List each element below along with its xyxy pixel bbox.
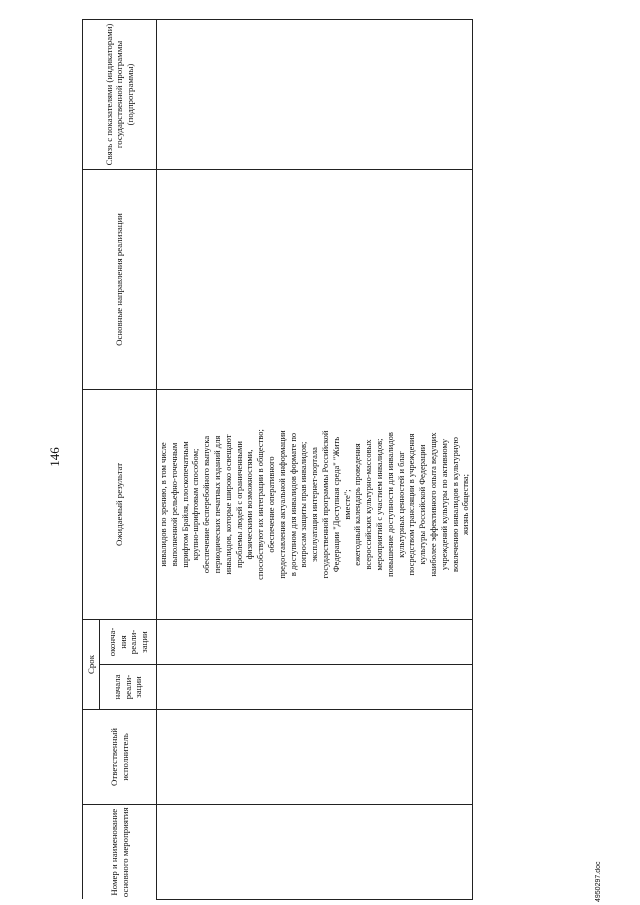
header-term-end: оконча-ния реали-зации [100,619,157,664]
cell-directions [157,169,473,389]
cell-term-start [157,665,473,710]
header-term-start: начала реали-зации [100,665,157,710]
page-number: 146 [47,447,62,467]
cell-indicators [157,19,473,169]
header-event: Номер и наименование основного мероприятия [83,805,157,900]
rotated-table-block [82,20,471,900]
cell-executor [157,710,473,805]
table-header-row [83,19,100,899]
expected-result-text: инвалидов по зрению, в том числе выполненной рельефно-точечным шрифтом Брайля, плоскопечатным крупно-шрифтовым способом; обеспечение бесперебойного выпуска периодических печатных изданий для инвалидов, которые широко освещают проблемы людей с ограниченными физическими возможностями, способствуют их интеграции в общество; обеспечение оперативного предоставления актуальной информации в доступном для инвалидов формате по вопросам защиты прав инвалидов; эксплуатация интернет-портала государственной программы Российской Федерации "Доступная среда" "Жить вместе"; ежегодный календарь проведения всероссийских культурно-массовых мероприятий с участием инвалидов; повышение доступности для инвалидов культурных ценностей и благ посредством трансляции в учреждения культуры Российской Федерации наиболее эффективного опыта ведущих учреждений культуры по активному вовлечению инвалидов в культурную жизнь общества; [158,429,471,580]
cell-event [157,805,473,900]
header-directions: Основные направления реализации [83,169,157,389]
header-result: Ожидаемый результат [83,389,157,619]
header-term: Срок [83,619,100,709]
cell-term-end [157,619,473,664]
cell-result [157,389,473,619]
header-executor: Ответственный исполнитель [83,710,157,805]
header-indicators: Связь с показателями (индикаторами) государственной программы (подпрограммы) [83,19,157,169]
measures-table [82,19,473,900]
document-id: 4950297.doc [595,861,602,902]
table-row [157,19,473,899]
